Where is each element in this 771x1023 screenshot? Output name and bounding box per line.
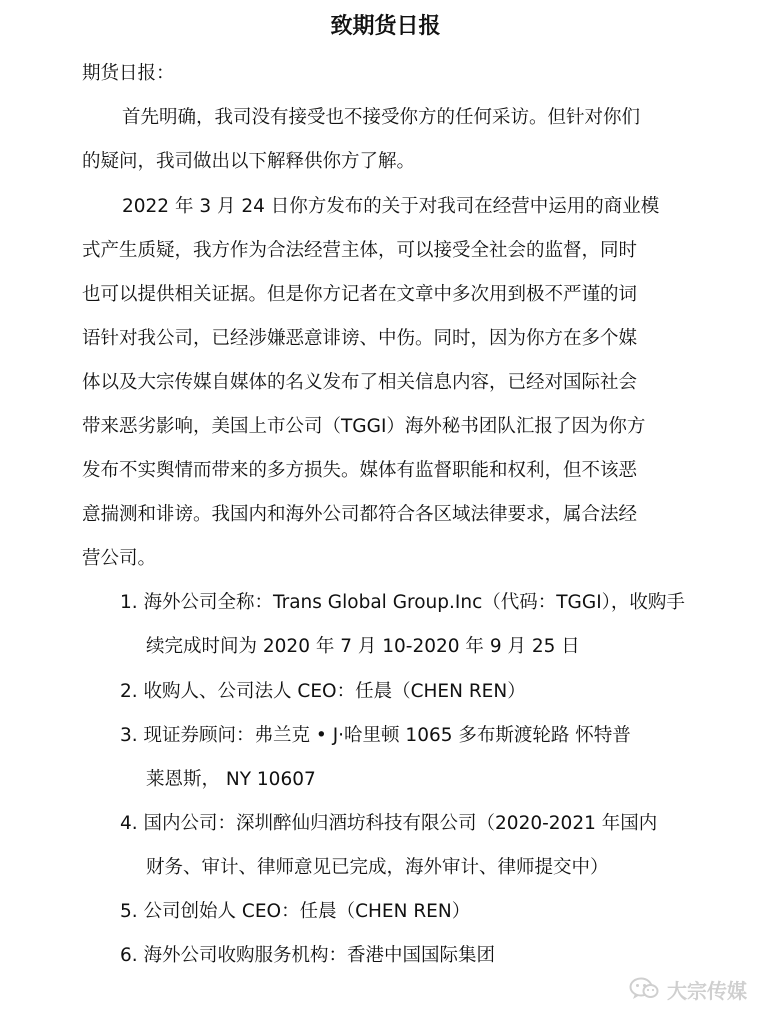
- paragraph-2-line-1: 2022 年 3 月 24 日你方发布的关于对我司在经营中运用的商业模: [122, 196, 660, 217]
- paragraph-2-line-8: 意揣测和诽谤。我国内和海外公司都符合各区域法律要求，属合法经: [82, 504, 638, 525]
- list-item-6: 6. 海外公司收购服务机构：香港中国国际集团: [120, 945, 496, 966]
- list-item-2: 2. 收购人、公司法人 CEO：任晨（CHEN REN）: [120, 681, 526, 702]
- list-item-3-line-2: 莱恩斯， NY 10607: [146, 769, 316, 790]
- watermark-text: 大宗传媒: [667, 978, 747, 1003]
- list-item-4-line-1: 4. 国内公司：深圳醉仙归酒坊科技有限公司（2020-2021 年国内: [120, 813, 658, 834]
- paragraph-1-line-1: 首先明确，我司没有接受也不接受你方的任何采访。但针对你们: [122, 107, 641, 128]
- page-title: 致期货日报: [330, 14, 441, 39]
- list-item-5: 5. 公司创始人 CEO：任晨（CHEN REN）: [120, 901, 471, 922]
- paragraph-2-line-4: 语针对我公司，已经涉嫌恶意诽谤、中伤。同时，因为你方在多个媒: [82, 328, 638, 349]
- watermark: [629, 971, 747, 1007]
- paragraph-2-line-3: 也可以提供相关证据。但是你方记者在文章中多次用到极不严谨的词: [82, 284, 638, 305]
- list-item-3-line-1: 3. 现证券顾问：弗兰克 • J·哈里顿 1065 多布斯渡轮路 怀特普: [120, 725, 631, 746]
- paragraph-2-line-7: 发布不实舆情而带来的多方损失。媒体有监督职能和权利，但不该恶: [82, 460, 638, 481]
- salutation: 期货日报：: [82, 63, 175, 84]
- paragraph-2-line-2: 式产生质疑，我方作为合法经营主体，可以接受全社会的监督，同时: [82, 240, 638, 261]
- list-item-1-line-1: 1. 海外公司全称：Trans Global Group.Inc（代码：TGGI），收购手: [120, 592, 685, 613]
- list-item-1-line-2: 续完成时间为 2020 年 7 月 10-2020 年 9 月 25 日: [146, 636, 580, 657]
- paragraph-2-line-5: 体以及大宗传媒自媒体的名义发布了相关信息内容，已经对国际社会: [82, 372, 638, 393]
- wechat-icon: [629, 976, 659, 1002]
- paragraph-2-line-6: 带来恶劣影响，美国上市公司（TGGI）海外秘书团队汇报了因为你方: [82, 416, 646, 437]
- paragraph-1-line-2: 的疑问，我司做出以下解释供你方了解。: [82, 151, 416, 172]
- list-item-4-line-2: 财务、审计、律师意见已完成，海外审计、律师提交中）: [146, 857, 609, 878]
- paragraph-2-line-9: 营公司。: [82, 548, 157, 569]
